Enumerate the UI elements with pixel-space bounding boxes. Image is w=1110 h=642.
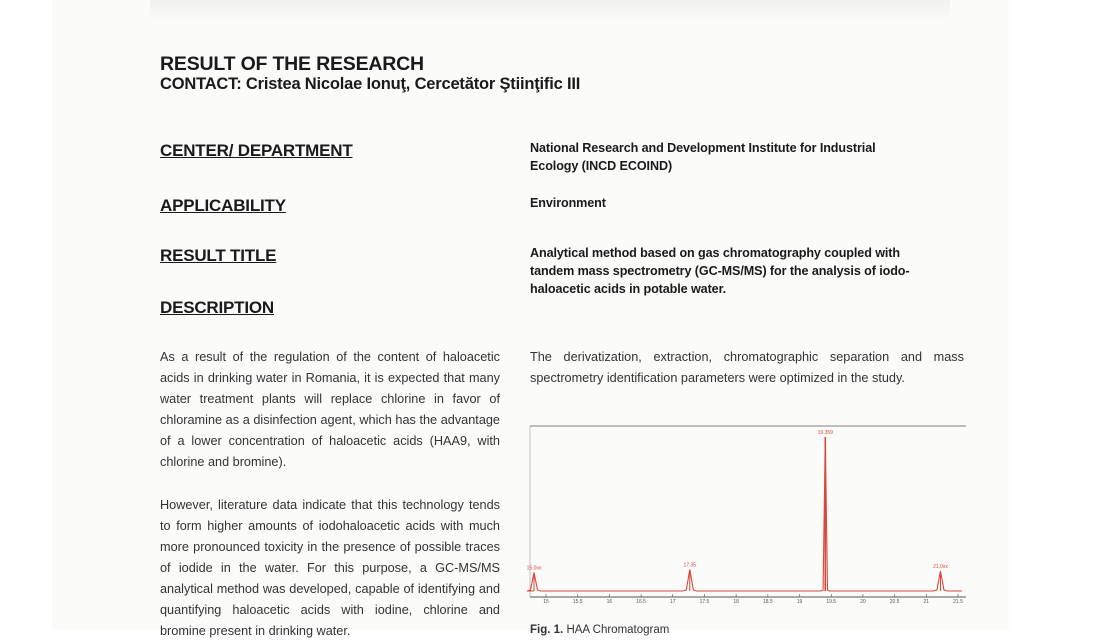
applicability-value: Environment [530, 196, 606, 210]
x-tick-label: 19.5 [826, 599, 837, 605]
page-edge [150, 0, 950, 22]
result-title-label: RESULT TITLE [160, 246, 277, 265]
figure-caption-number: Fig. 1. [530, 624, 564, 636]
description-label: DESCRIPTION [160, 298, 274, 317]
peak-label-3: 19.359 [817, 430, 833, 436]
x-tick-label: 18 [733, 599, 739, 605]
x-tick-label: 21.5 [953, 599, 963, 605]
x-tick-label: 21 [923, 599, 930, 605]
result-title-value: Analytical method based on gas chromatography coupled with tandem mass spectrometry (GC-MS/MS) for the analysis of iodo-haloacetic acids in potable water. [530, 246, 910, 296]
x-tick-label: 17 [669, 599, 676, 605]
chromatogram-trace [527, 437, 962, 591]
peak-label-4: 21.0xx [933, 563, 948, 570]
x-tick-label: 16 [606, 599, 613, 605]
chromatogram-chart [526, 425, 966, 605]
x-tick-label: 15.5 [572, 599, 583, 605]
x-tick-label: 20.5 [889, 599, 900, 605]
x-axis-ticks [543, 594, 963, 605]
center-value: National Research and Development Institute for Industrial Ecology (INCD ECOIND) [530, 141, 876, 173]
x-tick-label: 19 [796, 599, 803, 605]
center-label: CENTER/ DEPARTMENT [160, 141, 353, 160]
x-tick-label: 17.5 [699, 599, 710, 605]
x-tick-label: 20 [860, 599, 866, 605]
description-paragraph-2: However, literature data indicate that this technology tends to form higher amounts of iodohaloacetic acids with much more pronounced toxicity in the presence of possible traces of iodide in the water. For this purpose, a GC-MS/MS analytical method was developed, capable of identifying and quantifying haloacetic acids with iodine, chlorine and bromine present in drinking water. [160, 498, 500, 638]
x-tick-label: 15 [543, 599, 549, 605]
peak-label-1: 15.0xx [526, 565, 542, 572]
figure-caption [530, 624, 669, 636]
figure-caption-text: HAA Chromatogram [566, 624, 670, 636]
description-paragraph-right: The derivatization, extraction, chromatographic separation and mass spectrometry identification parameters were optimized in the study. [530, 350, 964, 385]
contact-line: CONTACT: Cristea Nicolae Ionuţ, Cercetător Ştiinţific III [160, 75, 581, 93]
peak-label-2: 17.35 [683, 562, 697, 569]
chromatogram-peaks [527, 430, 962, 591]
chart-frame [530, 426, 966, 597]
applicability-label: APPLICABILITY [160, 196, 286, 215]
page-title: RESULT OF THE RESEARCH [160, 53, 424, 75]
x-tick-label: 18.5 [762, 599, 773, 605]
description-paragraph-1: As a result of the regulation of the content of haloacetic acids in drinking water in Romania, it is expected that many water treatment plants will replace chlorine in favor of chloramine as a disinfection agent, which has the advantage of a lower concentration of haloacetic acids (HAA9, with chlorine and bromine). [160, 350, 500, 469]
x-tick-label: 16.5 [636, 599, 646, 605]
